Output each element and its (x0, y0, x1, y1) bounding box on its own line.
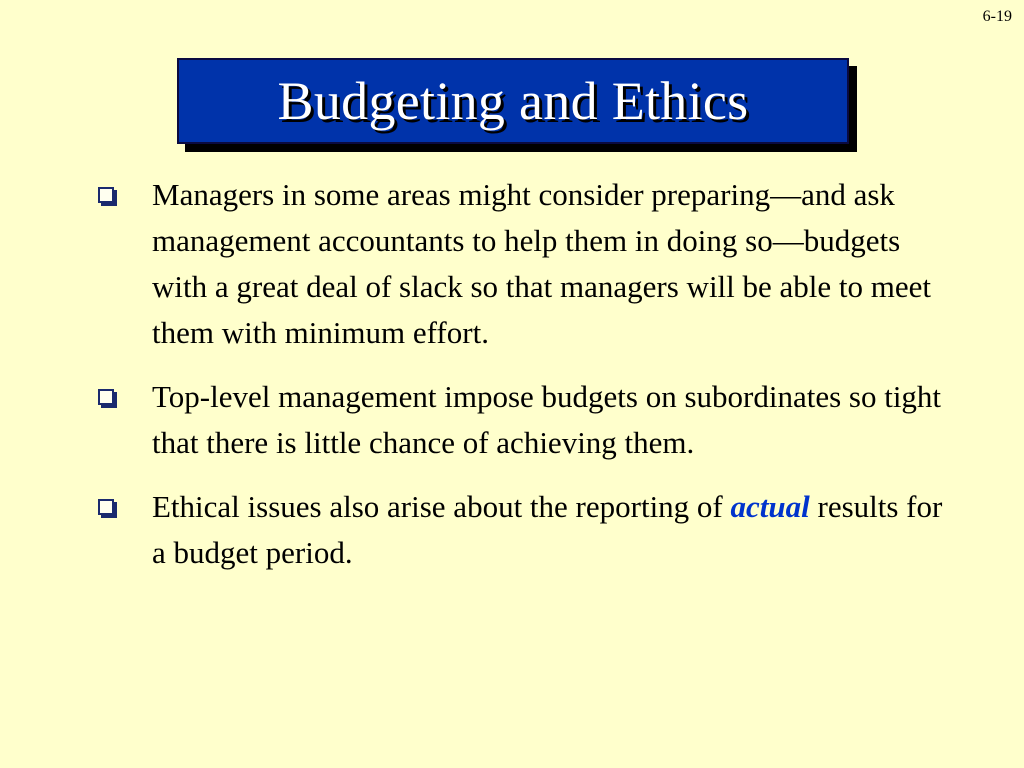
title-banner (177, 58, 849, 144)
title-box (177, 58, 849, 144)
bullet-text (152, 484, 958, 576)
bullet-list (98, 172, 958, 594)
bullet-item (98, 374, 958, 466)
bullet-text-part: results for a budget period. (152, 489, 943, 570)
bullet-text: Top-level management impose budgets on subordinates so tight that there is little chance of achieving them. (152, 379, 942, 460)
square-bullet-icon (98, 499, 114, 515)
bullet-item (98, 172, 958, 356)
bullet-text: Managers in some areas might consider preparing—and ask management accountants to help them in doing so—budgets with a great deal of slack so that managers will be able to meet them with minimum effort. (152, 177, 932, 350)
square-bullet-icon (98, 389, 114, 405)
emphasis-actual: actual (730, 489, 810, 524)
bullet-item (98, 484, 958, 576)
bullet-text-part: Ethical issues also arise about the reporting of (152, 489, 731, 524)
slide-number: 6-19 (982, 8, 1012, 25)
square-bullet-icon (98, 187, 114, 203)
slide-title: Budgeting and Ethics (277, 71, 749, 131)
